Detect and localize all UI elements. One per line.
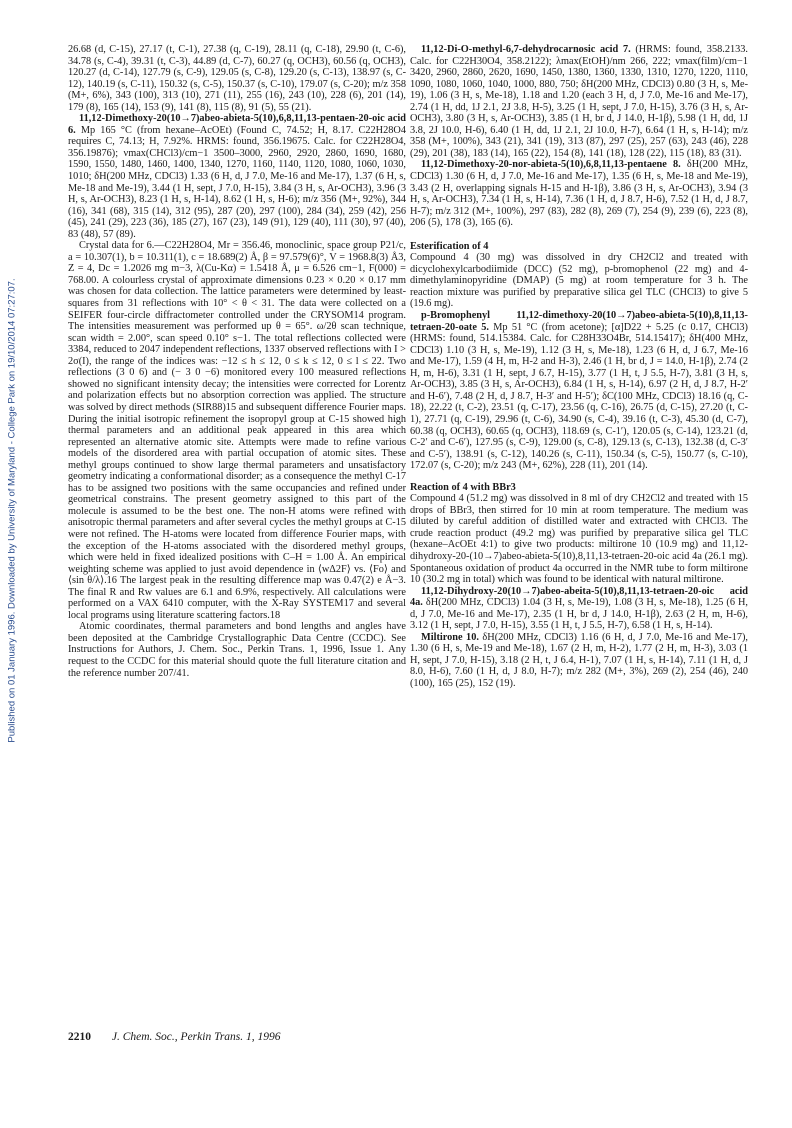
compound-heading: p-Bromophenyl 11,12-dimethoxy-20(10→7)abeo-abieta-5(10),8,11,13-tetraen-20-oate 5. [410, 310, 748, 333]
compound-entry [410, 44, 748, 159]
deposition-paragraph: Atomic coordinates, thermal parameters and bond lengths and angles have been deposited at the Cambridge Crystallographic Data Centre (CCDC). See Instructions for Authors, J. Chem. Soc., Perkin Trans. 1, 1996, Issue 1. Any request to the CCDC for this material should quote the full literature citation and the reference number 207/41. [68, 621, 406, 679]
compound-heading: 11,12-Di-O-methyl-6,7-dehydrocarnosic acid 7. [421, 44, 631, 55]
compound-heading: Miltirone 10. [421, 631, 479, 643]
page-number: 2210 [68, 1031, 91, 1043]
compound-data: (HRMS: found, 358.2133. Calc. for C22H30O4, 358.2122); λmax(EtOH)/nm 266, 222; νmax(film)/cm−1 3420, 2960, 2860, 2620, 1690, 1450, 1380, 1360, 1330, 1310, 1270, 1220, 1110, 1090, 1080, 1060, 1040, 1000, 880, 750; δH(200 MHz, CDCl3) 0.80 (3 H, s, Me-19), 1.06 (3 H, s, Me-18), 1.18 and 1.20 (each 3 H, d, J 7.0, Me-16 and Me-17), 2.74 (1 H, dd, 1J 2.1, 2J 3.8, H-5), 3.25 (1 H, sept, J 7.0, H-15), 3.76 (3 H, s, Ar-OCH3), 3.80 (3 H, s, Ar-OCH3), 3.85 (1 H, br d, J 14.0, H-1β), 5.98 (1 H, dd, 1J 3.8, 2J 10.0, H-6), 6.40 (1 H, dd, 1J 2.1, 2J 10.0, H-7), 6.64 (1 H, s, H-14); m/z 358 (M+, 100%), 343 (21), 341 (19), 313 (87), 297 (25), 257 (63), 243 (46), 228 (29), 201 (38), 183 (14), 165 (22), 154 (8), 141 (18), 128 (22), 115 (18), 83 (31). [410, 44, 748, 159]
compound-heading: 11,12-Dihydroxy-20(10→7)abeo-abeita-5(10),8,11,13-tetraen-20-oic acid 4a. [410, 585, 748, 609]
journal-citation: J. Chem. Soc., Perkin Trans. 1, 1996 [111, 1031, 281, 1043]
section-heading-esterification: Esterification of 4 [410, 240, 489, 252]
compound-data: Mp 51 °C (from acetone); [α]D22 + 5.25 (c 0.17, CHCl3) (HRMS: found, 514.15384. Calc. for C28H33O4Br, 514.15417); δH(400 MHz, CDCl3) 1.10 (3 H, s, Me-19), 1.12 (3 H, s, Me-18), 1.23 (6 H, d, J 6.7, Me-16 and Me-17), 1.59 (4 H, m, H-2 and H-3), 2.46 (1 H, br d, J = 14.0, H-1β), 2.74 (2 H, m, H-6), 3.31 (1 H, sept, J 6.7, H-15), 3.77 (1 H, t, J 5.5, H-7), 3.81 (3 H, s, Ar-OCH3), 3.85 (3 H, s, Ar-OCH3), 6.84 (1 H, s, H-14), 6.97 (2 H, d, J 8.7, H-2′ and H-6′), 7.48 (2 H, d, J 8.7, H-3′ and H-5′); δC(100 MHz, CDCl3) 18.16 (q, C-18), 22.22 (t, C-2), 23.51 (q, C-17), 23.56 (q, C-16), 26.75 (d, C-15), 27.20 (t, C-1), 27.71 (q, C-19), 29.96 (t, C-6), 34.90 (s, C-4), 39.16 (t, C-3), 45.30 (d, C-7), 60.38 (q, OCH3), 60.65 (q, OCH3), 118.69 (s, C-1′), 120.05 (s, C-14), 123.21 (d, C-2′ and C-6′), 127.95 (s, C-9), 129.00 (s, C-8), 129.13 (s, C-13), 132.38 (d, C-3′ and C-5′), 138.91 (s, C-12), 140.26 (s, C-11), 150.34 (s, C-5), 150.77 (s, C-10), 172.07 (s, C-20); m/z 243 (M+, 62%), 228 (11), 201 (14). [410, 321, 748, 472]
compound-data: δH(200 MHz, CDCl3) 1.04 (3 H, s, Me-19), 1.08 (3 H, s, Me-18), 1.25 (6 H, d, J 7.0, Me-16 and Me-17), 2.35 (1 H, br d, J 14.0, H-1β), 2.63 (2 H, m, H-6), 3.12 (1 H, sept, J 7.0, H-15), 3.55 (1 H, t, J 5.5, H-7), 6.58 (1 H, s, H-14). [410, 597, 748, 632]
compound-heading: 11,12-Dimethoxy-20(10→7)abeo-abieta-5(10),6,8,11,13-pentaen-20-oic acid 6. [68, 113, 406, 136]
left-column [68, 44, 406, 679]
compound-data: δH(200 MHz, CDCl3) 1.16 (6 H, d, J 7.0, Me-16 and Me-17), 1.30 (6 H, s, Me-19 and Me-18), 1.67 (2 H, m, H-2), 1.77 (2 H, m, H-3), 3.03 (1 H, sept, J 7.0, H-15), 3.18 (2 H, t, J 6.4, H-1), 7.07 (1 H, s, H-14), 7.11 (1 H, d, J 8.0, H-6), 7.60 (1 H, d, J 8.0, H-7); m/z 282 (M+, 3%), 269 (2), 254 (46), 240 (100), 165 (25), 152 (19). [410, 631, 748, 689]
compound-entry [410, 310, 748, 472]
download-watermark [0, 0, 24, 1128]
compound-entry [68, 113, 406, 240]
compound-heading: 11,12-Dimethoxy-20-nor-abieta-5(10),6,8,11,13-pentaene 8. [421, 159, 681, 171]
right-column [410, 44, 748, 690]
page-footer [68, 1031, 668, 1043]
compound-entry [410, 586, 748, 632]
compound-entry [410, 159, 748, 228]
section-heading-bbr3-reaction: Reaction of 4 with BBr3 [410, 481, 516, 493]
compound-entry [410, 632, 748, 690]
crystal-data-paragraph: Crystal data for 6.—C22H28O4, Mr = 356.46, monoclinic, space group P21/c, a = 10.307(1), b = 10.311(1), c = 18.689(2) Å, β = 97.579(6)°, V = 1968.8(3) Å3, Z = 4, Dc = 1.2026 mg m−3, λ(Cu-Kα) = 1.5418 Å, μ = 6.526 cm−1, F(000) = 768.00. A colourless crystal of approximate dimensions 0.23 × 0.20 × 0.17 mm was chosen for data collection. The lattice parameters were determined by least-squares from 31 reflections with 10° < θ < 31. The data were collected on a SEIFER four-circle diffractometer controlled under the CRYSOM14 program. The intensities measurement was performed up θ = 65°. ω/2θ scan technique, scan width = 2.00°, scan speed 0.10° s−1. The total reflections collected were 3384, reduced to 2047 independent reflections, 1337 observed reflections with I > 2σ(I), the range of the indices was: −12 ≤ h ≤ 12, 0 ≤ k ≤ 12, 0 ≤ l ≤ 22. Two reflections (3 0 6) and (− 3 0 −6) monitored every 100 measured reflections showed no significant intensity decay; the intensities were corrected for Lorentz and polarization effects but no absorption correction was applied. The structure was solved by direct methods (SIR88)15 and subsequent difference Fourier maps. During the initial isotropic refinement the isopropyl group at C-15 showed high thermal parameters and an additional peak appeared in this area which represented an alternative atomic site. Attempts were made to refine various models of the disordered area with partial occupation of atomic sites. These methyl groups continued to show large thermal parameters and unsatisfactory geometry indicating a conformational disorder; as a consequence the methyl C-17 has to be assigned two positions with the same occupancies and refined under geometrical constrains. The present geometry assigned to this part of the molecule is assumed to be the best one. The non-H atoms were refined with anisotropic thermal parameters and after several cycles the methyl groups at C-15 were not refined. The H-atoms were located from difference Fourier maps, with the exception of the H-atoms associated with the disordered methyl groups, which were held in fixed idealized positions with C–H = 1.00 Å. An empirical weighting scheme was applied to just avoid dependence in ⟨wΔ2F⟩ vs. ⟨Fo⟩ and ⟨sin θ/λ⟩.16 The largest peak in the resulting difference map was 0.47(2) e Å−3. The final R and Rw values are 6.1 and 6.9%, respectively. All calculations were performed on a VAX 6410 computer, with the X-Ray SYSTEM17 and several local programs using literature scattering factors.18 [68, 240, 406, 621]
paragraph: Compound 4 (30 mg) was dissolved in dry CH2Cl2 and treated with dicyclohexylcarbodiimide (DCC) (52 mg), p-bromophenol (22 mg) and 4-dimethylaminopyridine (DMAP) (5 mg) at room temperature for 3 h. The reaction mixture was purified by preparative silica gel TLC (CHCl3) to give 5 (19.6 mg). [410, 252, 748, 310]
paragraph: 26.68 (d, C-15), 27.17 (t, C-1), 27.38 (q, C-19), 28.11 (q, C-18), 29.90 (t, C-6), 34.78 (s, C-4), 39.31 (t, C-3), 44.89 (d, C-7), 60.27 (q, OCH3), 60.56 (q, OCH3), 120.27 (d, C-14), 127.79 (s, C-9), 129.05 (s, C-8), 129.20 (s, C-13), 138.97 (s, C-12), 140.19 (s, C-11), 150.32 (s, C-5), 150.37 (s, C-10), 179.07 (s, C-20); m/z 358 (M+, 6%), 343 (100), 313 (10), 271 (11), 255 (16), 243 (10), 228 (6), 201 (14), 179 (8), 165 (14), 153 (9), 141 (8), 115 (8), 91 (5), 55 (21). [68, 44, 406, 113]
compound-data: Mp 165 °C (from hexane–AcOEt) (Found C, 74.52; H, 8.17. C22H28O4 requires C, 74.13; H, 7.92%. HRMS: found, 356.19675. Calc. for C22H28O4, 356.19876); νmax(CHCl3)/cm−1 3500–3000, 2960, 2920, 2860, 1690, 1680, 1590, 1550, 1480, 1460, 1400, 1340, 1270, 1160, 1140, 1120, 1080, 1060, 1030, 1010; δH(200 MHz, CDCl3) 1.33 (6 H, d, J 7.0, Me-16 and Me-17), 1.37 (6 H, s, Me-18 and Me-19), 3.44 (1 H, sept, J 7.0, H-15), 3.84 (3 H, s, Ar-OCH3), 3.96 (3 H, s, Ar-OCH3), 8.23 (1 H, s, H-14), 8.62 (1 H, s, H-6); m/z 356 (M+, 92%), 344 (16), 341 (68), 315 (14), 312 (95), 287 (20), 297 (100), 284 (34), 259 (42), 256 (45), 241 (29), 223 (36), 185 (27), 167 (23), 149 (91), 129 (40), 111 (30), 97 (40), 83 (48), 57 (89). [68, 124, 406, 240]
compound-data: δH(200 MHz, CDCl3) 1.30 (6 H, d, J 7.0, Me-16 and Me-17), 1.35 (6 H, s, Me-18 and Me-19), 3.43 (2 H, overlapping signals H-15 and H-1β), 3.86 (3 H, s, Ar-OCH3), 3.94 (3 H, s, Ar-OCH3), 7.34 (1 H, s, H-14), 7.36 (1 H, d, J 8.7, H-6), 7.52 (1 H, d, J 8.7, H-7); m/z 312 (M+, 100%), 297 (83), 282 (8), 269 (7), 254 (9), 239 (6), 223 (8), 206 (5), 178 (3), 165 (6). [410, 159, 748, 229]
paragraph: Compound 4 (51.2 mg) was dissolved in 8 ml of dry CH2Cl2 and treated with 15 drops of BBr3, then stirred for 10 min at room temperature. The medium was diluted by careful addition of distilled water and extracted with CHCl3. The crude reaction product (49.2 mg) was purified by preparative silica gel TLC (hexane–AcOEt 4:1) to give two products: miltirone 10 (10.9 mg) and 11,12-dihydroxy-20-(10→7)abeo-abieta-5(10),8,11,13-tetraen-20-oic acid 4a (26.1 mg). Spontaneous oxidation of product 4a occurred in the NMR tube to form miltirone 10 (30.2 mg in total) which was found to be identical with natural miltirone. [410, 493, 748, 586]
download-watermark-text: Published on 01 January 1996. Downloaded by University of Maryland - College Park on 19/10/2014 07:27:07. [6, 278, 18, 743]
